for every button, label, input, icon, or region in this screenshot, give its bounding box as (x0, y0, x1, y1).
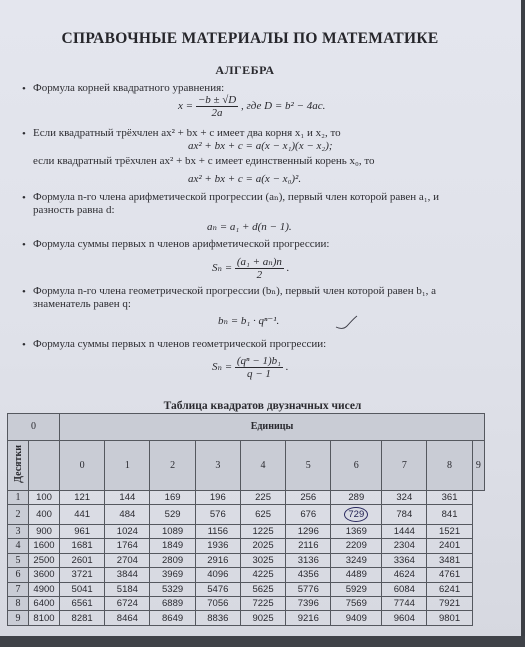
square-value-cell: 9216 (286, 611, 331, 626)
table-row (8, 582, 485, 596)
page-bottom-edge (0, 636, 525, 647)
unit-digit-header: 8 (427, 440, 472, 490)
square-value-cell: 3364 (382, 553, 427, 567)
square-value-cell: 1296 (286, 524, 331, 538)
square-value-cell: 8100 (29, 611, 60, 626)
pencil-check-mark-icon (335, 315, 359, 331)
square-value-cell: 529 (150, 505, 195, 524)
square-value-cell: 121 (60, 490, 105, 504)
square-value-cell: 3481 (427, 553, 472, 567)
square-value-cell: 3721 (60, 568, 105, 582)
fraction: $\frac{\text{(qⁿ − 1)b₁}}{q - 1}$ (236, 355, 281, 380)
square-value-cell: 6241 (427, 582, 472, 596)
header-spacer (29, 440, 60, 490)
square-value-cell: 2304 (382, 539, 427, 553)
square-value-cell: 169 (150, 490, 195, 504)
formula-arithmetic-nth: aₙ = a₁ + d(n − 1). (207, 221, 292, 233)
table-row (8, 490, 485, 504)
square-value-cell: 3969 (150, 568, 195, 582)
square-value-cell: 6084 (382, 582, 427, 596)
square-value-cell: 9801 (427, 611, 472, 626)
bullet-quadratic-roots: • Формула корней квадратного уравнения: (22, 82, 225, 95)
bullet-factorization: • Если квадратный трёхчлен ax² + bx + c имеет два корня x₁ и x₂, то (22, 127, 341, 140)
table-title: Таблица квадратов двузначных чисел (163, 400, 362, 412)
bullet-dot-icon: • (22, 286, 26, 298)
square-value-cell: 100 (29, 490, 60, 504)
fraction: $\frac{\text{(a₁ + aₙ)n}}{2}$ (236, 256, 282, 281)
square-value-cell: 1225 (240, 524, 285, 538)
bullet-dot-icon: • (22, 128, 26, 140)
square-value-cell: 1600 (29, 539, 60, 553)
square-value-cell: 484 (105, 505, 150, 524)
square-value-cell: 7056 (195, 596, 240, 610)
table-row (8, 553, 485, 567)
table-corner: 0 (8, 414, 60, 441)
square-value-cell: 2401 (427, 539, 472, 553)
formula-factorization-one-root: ax² + bx + c = a(x − x₀)². (188, 173, 302, 185)
square-value-cell: 2809 (150, 553, 195, 567)
table-row (8, 539, 485, 553)
square-value-cell: 4761 (427, 568, 472, 582)
square-value-cell: 1444 (382, 524, 427, 538)
bullet-geometric-nth: • Формула n-го члена геометрической прогрессии (bₙ), первый член которой равен b₁, а знаменатель равен q: (22, 285, 437, 310)
square-value-cell: 4900 (29, 582, 60, 596)
square-value-cell: 4356 (286, 568, 331, 582)
bullet-arithmetic-nth: • Формула n-го члена арифметической прогрессии (aₙ), первый член которой равен a₁, и разность равна d: (22, 191, 440, 216)
tens-digit-cell: 6 (8, 568, 29, 582)
square-value-cell (331, 505, 382, 524)
square-value-cell: 324 (382, 490, 427, 504)
square-value-cell: 5776 (286, 582, 331, 596)
square-value-cell: 2916 (195, 553, 240, 567)
unit-digit-header: 0 (60, 440, 105, 490)
square-value-cell: 625 (240, 505, 285, 524)
square-value-cell: 5041 (60, 582, 105, 596)
table-row (8, 611, 485, 626)
square-value-cell: 7225 (240, 596, 285, 610)
square-value-cell: 3844 (105, 568, 150, 582)
formula-quadratic-roots: x = $\frac{-b \pm √D}{2a}$ , где D = b² − 4ac. (178, 94, 326, 119)
square-value-cell: 9409 (331, 611, 382, 626)
squares-table (7, 413, 485, 626)
square-value-cell: 256 (286, 490, 331, 504)
square-value-cell: 4096 (195, 568, 240, 582)
unit-digit-header: 6 (331, 440, 382, 490)
square-value-cell: 900 (29, 524, 60, 538)
table-row (8, 596, 485, 610)
formula-geometric-sum: Sₙ = $\frac{\text{(qⁿ − 1)b₁}}{q - 1}$ . (212, 355, 289, 380)
square-value-cell: 2025 (240, 539, 285, 553)
square-value-cell: 5625 (240, 582, 285, 596)
square-value-cell: 7396 (286, 596, 331, 610)
square-value-cell: 361 (427, 490, 472, 504)
formula-geometric-nth: bₙ = b₁ · qⁿ⁻¹. (218, 315, 280, 327)
tens-digit-cell: 1 (8, 490, 29, 504)
single-root-text: если квадратный трёхчлен ax² + bx + c имеет единственный корень x₀, то (33, 155, 375, 167)
units-header: Единицы (60, 414, 485, 441)
tens-digit-cell: 4 (8, 539, 29, 553)
square-value-cell: 400 (29, 505, 60, 524)
unit-digit-header: 1 (105, 440, 150, 490)
square-value-cell: 1089 (150, 524, 195, 538)
tens-digit-cell: 3 (8, 524, 29, 538)
square-value-cell: 6400 (29, 596, 60, 610)
square-value-cell: 8836 (195, 611, 240, 626)
square-value-cell: 289 (331, 490, 382, 504)
square-value-cell: 1849 (150, 539, 195, 553)
square-value-cell: 7744 (382, 596, 427, 610)
square-value-cell: 225 (240, 490, 285, 504)
square-value-cell: 5929 (331, 582, 382, 596)
square-value-cell: 3249 (331, 553, 382, 567)
tens-digit-cell: 5 (8, 553, 29, 567)
square-value-cell: 3600 (29, 568, 60, 582)
unit-digit-header: 3 (195, 440, 240, 490)
square-value-cell: 841 (427, 505, 472, 524)
circled-value: 729 (344, 507, 368, 522)
square-value-cell: 1764 (105, 539, 150, 553)
square-value-cell: 4489 (331, 568, 382, 582)
square-value-cell: 8649 (150, 611, 195, 626)
tens-digit-cell: 7 (8, 582, 29, 596)
table-row (8, 568, 485, 582)
bullet-geometric-sum: • Формула суммы первых n членов геометрической прогрессии: (22, 338, 327, 351)
square-value-cell: 576 (195, 505, 240, 524)
tens-header: Десятки (8, 440, 29, 490)
bullet-dot-icon: • (22, 83, 26, 95)
bullet-dot-icon: • (22, 339, 26, 351)
unit-digit-header: 4 (240, 440, 285, 490)
fraction: $\frac{-b \pm √D}{2a}$ (197, 94, 237, 119)
square-value-cell: 1936 (195, 539, 240, 553)
square-value-cell: 1156 (195, 524, 240, 538)
square-value-cell: 9604 (382, 611, 427, 626)
square-value-cell: 5184 (105, 582, 150, 596)
square-value-cell: 6561 (60, 596, 105, 610)
formula-arithmetic-sum: Sₙ = $\frac{\text{(a₁ + aₙ)n}}{2}$ . (212, 256, 290, 281)
square-value-cell: 961 (60, 524, 105, 538)
square-value-cell: 2500 (29, 553, 60, 567)
square-value-cell: 3136 (286, 553, 331, 567)
table-row (8, 524, 485, 538)
square-value-cell: 6724 (105, 596, 150, 610)
square-value-cell: 4225 (240, 568, 285, 582)
unit-digit-header: 7 (382, 440, 427, 490)
tens-digit-cell: 8 (8, 596, 29, 610)
square-value-cell: 196 (195, 490, 240, 504)
tens-digit-cell: 9 (8, 611, 29, 626)
square-value-cell: 1521 (427, 524, 472, 538)
square-value-cell: 7569 (331, 596, 382, 610)
bullet-dot-icon: • (22, 192, 26, 204)
square-value-cell: 784 (382, 505, 427, 524)
square-value-cell: 441 (60, 505, 105, 524)
unit-digit-header: 2 (150, 440, 195, 490)
unit-digit-header: 5 (286, 440, 331, 490)
square-value-cell: 676 (286, 505, 331, 524)
square-value-cell: 1681 (60, 539, 105, 553)
table-row (8, 505, 485, 524)
square-value-cell: 8281 (60, 611, 105, 626)
page-edge (521, 0, 525, 647)
square-value-cell: 6889 (150, 596, 195, 610)
tens-digit-cell: 2 (8, 505, 29, 524)
section-title: АЛГЕБРА (215, 63, 275, 77)
square-value-cell: 3025 (240, 553, 285, 567)
bullet-arithmetic-sum: • Формула суммы первых n членов арифметической прогрессии: (22, 238, 330, 251)
square-value-cell: 8464 (105, 611, 150, 626)
unit-digit-header: 9 (472, 440, 484, 490)
square-value-cell: 9025 (240, 611, 285, 626)
square-value-cell: 2601 (60, 553, 105, 567)
page-title: СПРАВОЧНЫЕ МАТЕРИАЛЫ ПО МАТЕМАТИКЕ (61, 30, 439, 47)
square-value-cell: 2704 (105, 553, 150, 567)
square-value-cell: 2209 (331, 539, 382, 553)
square-value-cell: 1024 (105, 524, 150, 538)
square-value-cell: 1369 (331, 524, 382, 538)
bullet-dot-icon: • (22, 239, 26, 251)
square-value-cell: 5329 (150, 582, 195, 596)
square-value-cell: 4624 (382, 568, 427, 582)
square-value-cell: 2116 (286, 539, 331, 553)
square-value-cell: 144 (105, 490, 150, 504)
square-value-cell: 7921 (427, 596, 472, 610)
square-value-cell: 5476 (195, 582, 240, 596)
formula-factorization-two-roots: ax² + bx + c = a(x − x₁)(x − x₂); (188, 140, 333, 152)
